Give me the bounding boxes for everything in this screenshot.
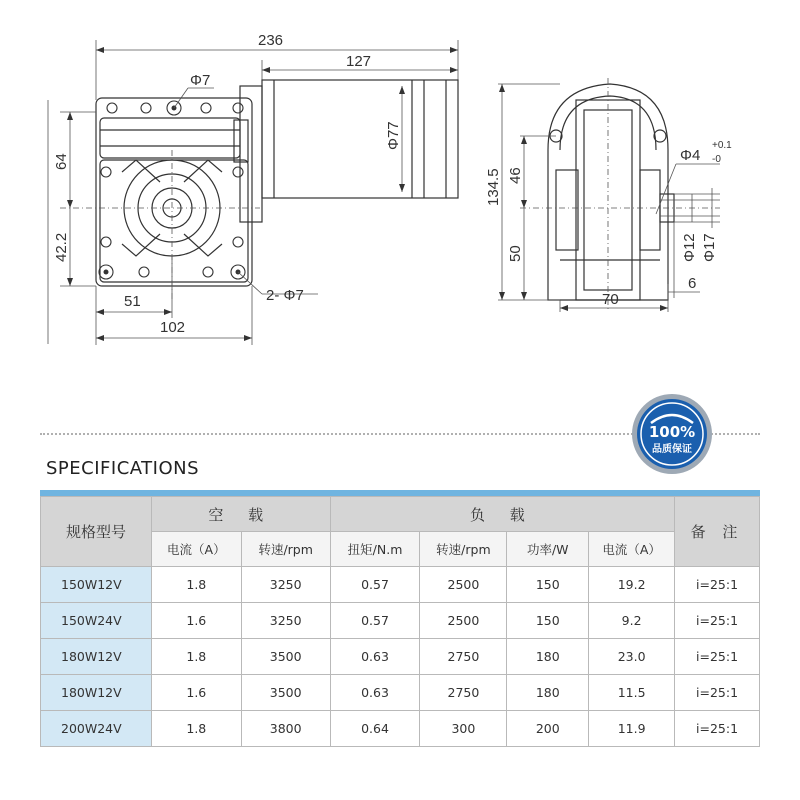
- cell-nl-current: 1.8: [151, 711, 241, 747]
- cell-nl-speed: 3250: [241, 567, 330, 603]
- cell-note: i=25:1: [675, 567, 760, 603]
- cell-l-speed: 300: [420, 711, 507, 747]
- badge-percent: 100%: [648, 423, 696, 441]
- cell-torque: 0.57: [330, 603, 420, 639]
- cell-nl-current: 1.6: [151, 603, 241, 639]
- dim-total-height: 134.5: [485, 168, 502, 206]
- cell-note: i=25:1: [675, 675, 760, 711]
- cell-nl-speed: 3800: [241, 711, 330, 747]
- cell-l-current: 23.0: [589, 639, 675, 675]
- header-load: 负 载: [330, 497, 674, 532]
- cell-l-speed: 2750: [420, 639, 507, 675]
- dim-hub-dia: Φ17: [701, 233, 718, 262]
- cell-nl-current: 1.8: [151, 639, 241, 675]
- cell-torque: 0.63: [330, 639, 420, 675]
- subheader-nl-speed: 转速/rpm: [241, 532, 330, 567]
- cell-model: 180W12V: [41, 675, 152, 711]
- dim-overall-length: 236: [258, 32, 284, 49]
- cell-torque: 0.64: [330, 711, 420, 747]
- cell-model: 180W12V: [41, 639, 152, 675]
- dim-side-upper: 46: [507, 167, 524, 184]
- cell-power: 180: [507, 675, 589, 711]
- dim-keyway: Φ4: [680, 147, 701, 164]
- dim-keyway-tol-upper: +0.1: [712, 140, 732, 151]
- subheader-power: 功率/W: [507, 532, 589, 567]
- dim-height-upper: 64: [53, 153, 70, 170]
- cell-power: 180: [507, 639, 589, 675]
- dim-side-lower: 50: [507, 245, 524, 262]
- cell-nl-current: 1.6: [151, 675, 241, 711]
- table-row: [41, 639, 760, 675]
- dim-base-width: 102: [160, 319, 186, 336]
- cell-model: 150W12V: [41, 567, 152, 603]
- subheader-l-current: 电流（A）: [589, 532, 675, 567]
- cell-nl-speed: 3500: [241, 639, 330, 675]
- cell-note: i=25:1: [675, 711, 760, 747]
- subheader-l-speed: 转速/rpm: [420, 532, 507, 567]
- cell-torque: 0.57: [330, 567, 420, 603]
- cell-l-speed: 2500: [420, 603, 507, 639]
- side-view: [485, 78, 732, 312]
- header-model: 规格型号: [41, 497, 152, 567]
- cell-power: 150: [507, 603, 589, 639]
- dim-motor-dia: Φ77: [385, 121, 402, 150]
- dim-motor-length: 127: [346, 53, 372, 70]
- subheader-torque: 扭矩/N.m: [330, 532, 420, 567]
- header-no-load: 空 载: [151, 497, 330, 532]
- cell-l-current: 11.9: [589, 711, 675, 747]
- dim-shaft-offset: 6: [688, 275, 697, 292]
- cell-power: 150: [507, 567, 589, 603]
- front-view: [48, 32, 458, 345]
- cell-l-current: 19.2: [589, 567, 675, 603]
- dim-bottom-holes: 2- Φ7: [266, 287, 304, 304]
- dim-height-lower: 42.2: [53, 232, 70, 262]
- dim-side-width: 70: [602, 291, 619, 308]
- cell-note: i=25:1: [675, 603, 760, 639]
- subheader-nl-current: 电流（A）: [151, 532, 241, 567]
- cell-note: i=25:1: [675, 639, 760, 675]
- cell-l-speed: 2750: [420, 675, 507, 711]
- cell-torque: 0.63: [330, 675, 420, 711]
- cell-nl-current: 1.8: [151, 567, 241, 603]
- cell-nl-speed: 3500: [241, 675, 330, 711]
- cell-l-current: 9.2: [589, 603, 675, 639]
- dim-center-x: 51: [124, 293, 141, 310]
- table-row: [41, 603, 760, 639]
- dim-mount-hole: Φ7: [190, 72, 211, 89]
- cell-power: 200: [507, 711, 589, 747]
- cell-model: 150W24V: [41, 603, 152, 639]
- cell-l-speed: 2500: [420, 567, 507, 603]
- cell-model: 200W24V: [41, 711, 152, 747]
- spec-heading: SPECIFICATIONS: [46, 458, 200, 479]
- table-row: [41, 675, 760, 711]
- table-row: [41, 711, 760, 747]
- cell-l-current: 11.5: [589, 675, 675, 711]
- table-row: [41, 567, 760, 603]
- dim-shaft-dia: Φ12: [681, 233, 698, 262]
- quality-badge: [631, 393, 713, 475]
- spec-table: [40, 496, 760, 747]
- cell-nl-speed: 3250: [241, 603, 330, 639]
- dim-keyway-tol-lower: -0: [712, 154, 721, 165]
- badge-label: 品质保证: [652, 444, 692, 455]
- header-note: 备 注: [675, 497, 760, 567]
